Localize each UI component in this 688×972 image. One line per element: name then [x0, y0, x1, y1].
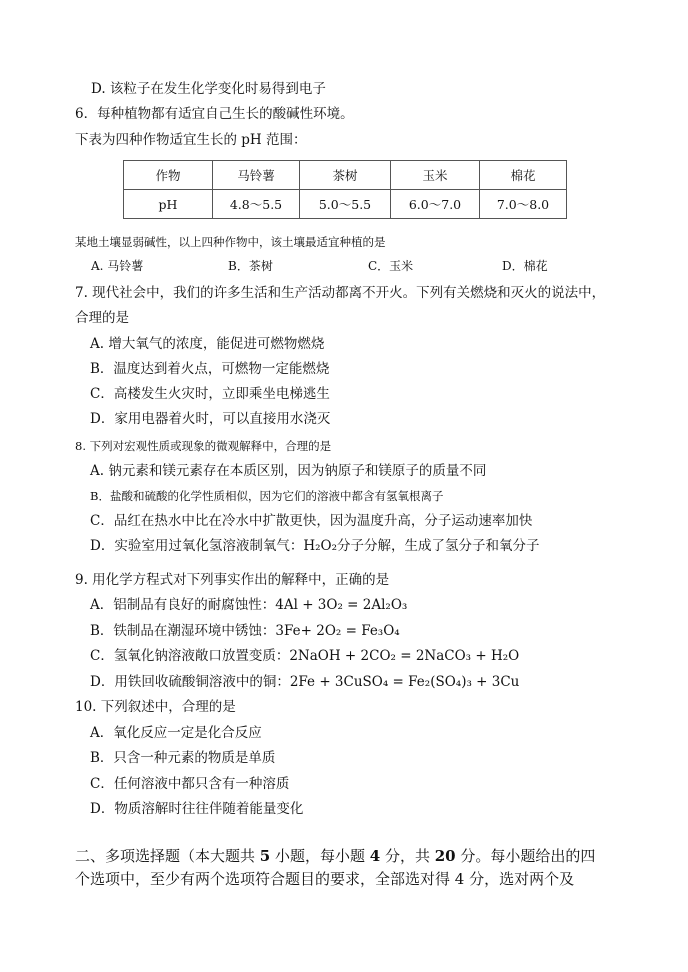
q7-option-c: C．高楼发生火灾时，立即乘坐电梯逃生 — [90, 386, 330, 402]
q6-option-a: A. 马铃薯 — [91, 259, 144, 273]
q8-stem: 8. 下列对宏观性质或现象的微观解释中，合理的是 — [75, 439, 332, 453]
section2-text: 分，共 — [380, 847, 435, 865]
q10-option-c: C．任何溶液中都只含有一种溶质 — [90, 776, 290, 792]
q9-option-c-equation: 2NaOH + 2CO₂ = 2NaCO₃ + H₂O — [289, 648, 520, 664]
q6-option-d: D．棉花 — [502, 259, 548, 273]
ph-range-table — [123, 160, 567, 219]
section2-text: 小题，每小题 — [270, 847, 370, 865]
q6-stem-line2: 下表为四种作物适宜生长的 pH 范围： — [75, 132, 307, 148]
q7-option-b: B．温度达到着火点，可燃物一定能燃烧 — [90, 361, 330, 377]
section2-text: 分。每小题给出的四 — [455, 847, 596, 865]
table-row — [124, 190, 567, 219]
q5-option-d: D. 该粒子在发生化学变化时易得到电子 — [91, 81, 326, 97]
q9-option-a-text: A．铝制品有良好的耐腐蚀性： — [90, 597, 276, 613]
table-cell: pH — [124, 190, 213, 219]
q10-stem: 10. 下列叙述中，合理的是 — [75, 699, 236, 715]
q9-stem: 9. 用化学方程式对下列事实作出的解释中，正确的是 — [75, 572, 390, 588]
q6-option-b: B．茶树 — [228, 259, 273, 273]
q7-stem-line2: 合理的是 — [75, 310, 129, 326]
table-header-cell: 玉米 — [391, 161, 480, 190]
table-header-cell: 作物 — [124, 161, 213, 190]
section2-points-each: 4 — [369, 847, 381, 865]
q7-option-a: A. 增大氧气的浓度，能促进可燃物燃烧 — [90, 336, 325, 352]
q9-option-c-text: C．氢氧化钠溶液敞口放置变质： — [90, 648, 290, 664]
q9-option-a-equation: 4Al + 3O₂ = 2Al₂O₃ — [275, 597, 408, 613]
section2-text: 二、多项选择题（本大题共 — [75, 847, 260, 865]
q9-option-b-text: B．铁制品在潮湿环境中锈蚀： — [90, 623, 276, 639]
table-header-cell: 棉花 — [480, 161, 567, 190]
q9-option-a — [90, 596, 407, 614]
q8-option-d-formula: H₂O₂分子分解，生成了氢分子和氧分子 — [303, 538, 540, 554]
q6-option-c: C．玉米 — [368, 259, 414, 273]
q7-stem-line1: 7. 现代社会中，我们的许多生活和生产活动都离不开火。下列有关燃烧和灭火的说法中， — [75, 285, 606, 301]
q9-option-d — [90, 673, 519, 691]
q8-option-d — [90, 537, 540, 555]
q8-option-a: A. 钠元素和镁元素存在本质区别，因为钠原子和镁原子的质量不同 — [90, 463, 487, 479]
table-header-row — [124, 161, 567, 190]
q10-option-b: B．只含一种元素的物质是单质 — [90, 750, 276, 766]
table-cell: 6.0～7.0 — [391, 190, 480, 219]
q6-stem-line1: 6．每种植物都有适宜自己生长的酸碱性环境。 — [75, 106, 354, 122]
table-cell: 5.0～5.5 — [300, 190, 391, 219]
q9-option-b — [90, 622, 400, 640]
q8-option-b: B．盐酸和硫酸的化学性质相似，因为它们的溶液中都含有氢氧根离子 — [90, 489, 444, 503]
section2-count: 5 — [259, 847, 271, 865]
section2-points-total: 20 — [434, 847, 456, 865]
table-header-cell: 马铃薯 — [213, 161, 300, 190]
table-cell: 7.0～8.0 — [480, 190, 567, 219]
q9-option-b-equation: 3Fe+ 2O₂ = Fe₃O₄ — [275, 623, 400, 639]
q9-option-d-text: D．用铁回收硫酸铜溶液中的铜： — [90, 674, 290, 690]
table-cell: 4.8～5.5 — [213, 190, 300, 219]
q10-option-d: D．物质溶解时往往伴随着能量变化 — [90, 801, 304, 817]
q9-option-c — [90, 647, 519, 665]
section2-heading-line1 — [75, 846, 595, 866]
q7-option-d: D．家用电器着火时，可以直接用水浇灭 — [90, 411, 331, 427]
q6-stem-line3: 某地土壤显弱碱性，以上四种作物中，该土壤最适宜种植的是 — [75, 235, 386, 249]
q8-option-c: C．品红在热水中比在冷水中扩散更快，因为温度升高，分子运动速率加快 — [90, 513, 533, 529]
q10-option-a: A．氧化反应一定是化合反应 — [90, 725, 262, 741]
q9-option-d-equation: 2Fe + 3CuSO₄ = Fe₂(SO₄)₃ + 3Cu — [289, 674, 520, 690]
q8-option-d-text: D．实验室用过氧化氢溶液制氧气： — [90, 538, 304, 554]
section2-heading-line2: 个选项中，至少有两个选项符合题目的要求，全部选对得 4 分，选对两个及 — [75, 870, 575, 888]
table-header-cell: 茶树 — [300, 161, 391, 190]
